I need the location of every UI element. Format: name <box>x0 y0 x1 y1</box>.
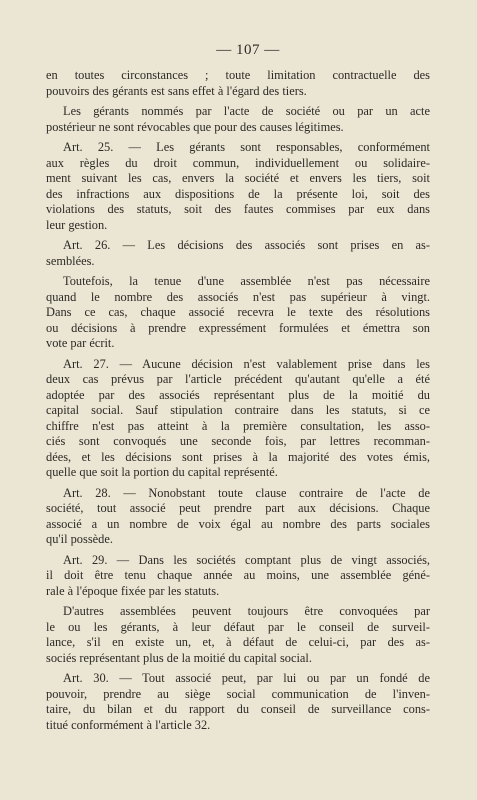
text-line: leur gestion. <box>46 217 108 232</box>
text-line: Les gérants nommés par l'acte de société ou par un acte <box>63 104 430 118</box>
text-line: Dans ce cas, chaque associé recevra le texte des résolutions <box>46 305 430 319</box>
text-line: titué conformément à l'article 32. <box>46 717 211 732</box>
text-line: pouvoirs des gérants est sans effet à l'égard des tiers. <box>46 83 307 98</box>
page-number: — 107 — <box>216 42 280 58</box>
paragraph-p1 <box>46 68 430 99</box>
text-line: postérieur ne sont révocables que pour des causes légitimes. <box>46 119 344 134</box>
text-line: Toutefois, la tenue d'une assemblée n'est pas nécessaire <box>63 274 430 288</box>
text-line: en toutes circonstances ; toute limitation contractuelle des <box>46 68 430 82</box>
text-line: vote par écrit. <box>46 336 115 350</box>
text-line: adoptée par des associés représentant plus de la moitié du <box>46 387 430 402</box>
text-line: le ou les gérants, à leur défaut par le conseil de surveil- <box>46 619 430 634</box>
text-line: violations des statuts, soit des fautes commises par eux dans <box>46 202 430 216</box>
text-line: aux règles du droit commun, individuellement ou solidaire- <box>46 155 430 170</box>
text-line: ou décisions à prendre expressément formulées et émettra son <box>46 320 430 335</box>
text-line: taire, du bilan et du rapport du conseil de surveillance cons- <box>46 702 430 716</box>
text-line: il doit être tenu chaque année au moins, une assemblée géné- <box>46 568 430 582</box>
text-line: Art. 29. — Dans les sociétés comptant plus de vingt associés, <box>63 552 430 567</box>
page-content <box>46 40 430 738</box>
text-line: associé a un nombre de voix égal au nombre des parts sociales <box>46 516 430 531</box>
paragraph-art27 <box>46 357 430 481</box>
paragraph-p3 <box>46 274 430 352</box>
text-line: quand le nombre des associés n'est pas supérieur à vingt. <box>46 289 430 304</box>
paragraph-art30 <box>46 671 430 733</box>
paragraph-art29 <box>46 553 430 600</box>
text-line: Art. 27. — Aucune décision n'est valablement prise dans les <box>63 356 430 371</box>
text-line: Art. 26. — Les décisions des associés sont prises en as- <box>63 238 430 252</box>
text-line: ment suivant les cas, envers la société et envers les tiers, soit <box>46 171 430 185</box>
paragraph-p4 <box>46 604 430 666</box>
text-line: Art. 25. — Les gérants sont responsables, conformément <box>63 140 430 154</box>
text-line: semblées. <box>46 253 95 268</box>
text-body <box>46 68 430 733</box>
text-line: ciés sont convoqués une seconde fois, par lettres recomman- <box>46 434 430 448</box>
text-line: chiffre n'est pas atteint à la première consultation, les asso- <box>46 418 430 433</box>
paragraph-art26 <box>46 238 430 269</box>
text-line: quelle que soit la portion du capital représenté. <box>46 465 278 479</box>
text-line: des infractions aux dispositions de la présente loi, soit des <box>46 186 430 201</box>
text-line: deux cas prévus par l'article précédent qu'autant qu'elle a été <box>46 372 430 386</box>
text-line: rale à l'époque fixée par les statuts. <box>46 583 220 598</box>
text-line: Art. 28. — Nonobstant toute clause contraire de l'acte de <box>63 485 430 500</box>
text-line: qu'il possède. <box>46 532 113 546</box>
text-line: D'autres assemblées peuvent toujours être convoquées par <box>63 604 430 618</box>
text-line: capital social. Sauf stipulation contraire dans les statuts, si ce <box>46 403 430 417</box>
text-line: lance, s'il en existe un, et, à défaut de celui-ci, par des as- <box>46 635 430 649</box>
paragraph-p2 <box>46 104 430 135</box>
paragraph-art25 <box>46 140 430 233</box>
text-line: société, tout associé peut prendre part aux décisions. Chaque <box>46 501 430 515</box>
text-line: dées, et les décisions sont prises à la majorité des votes émis, <box>46 449 430 464</box>
text-line: Art. 30. — Tout associé peut, par lui ou par un fondé de <box>63 671 430 685</box>
text-line: pouvoir, prendre au siège social communication de l'inven- <box>46 686 430 701</box>
paragraph-art28 <box>46 486 430 548</box>
text-line: sociés représentant plus de la moitié du capital social. <box>46 650 312 665</box>
